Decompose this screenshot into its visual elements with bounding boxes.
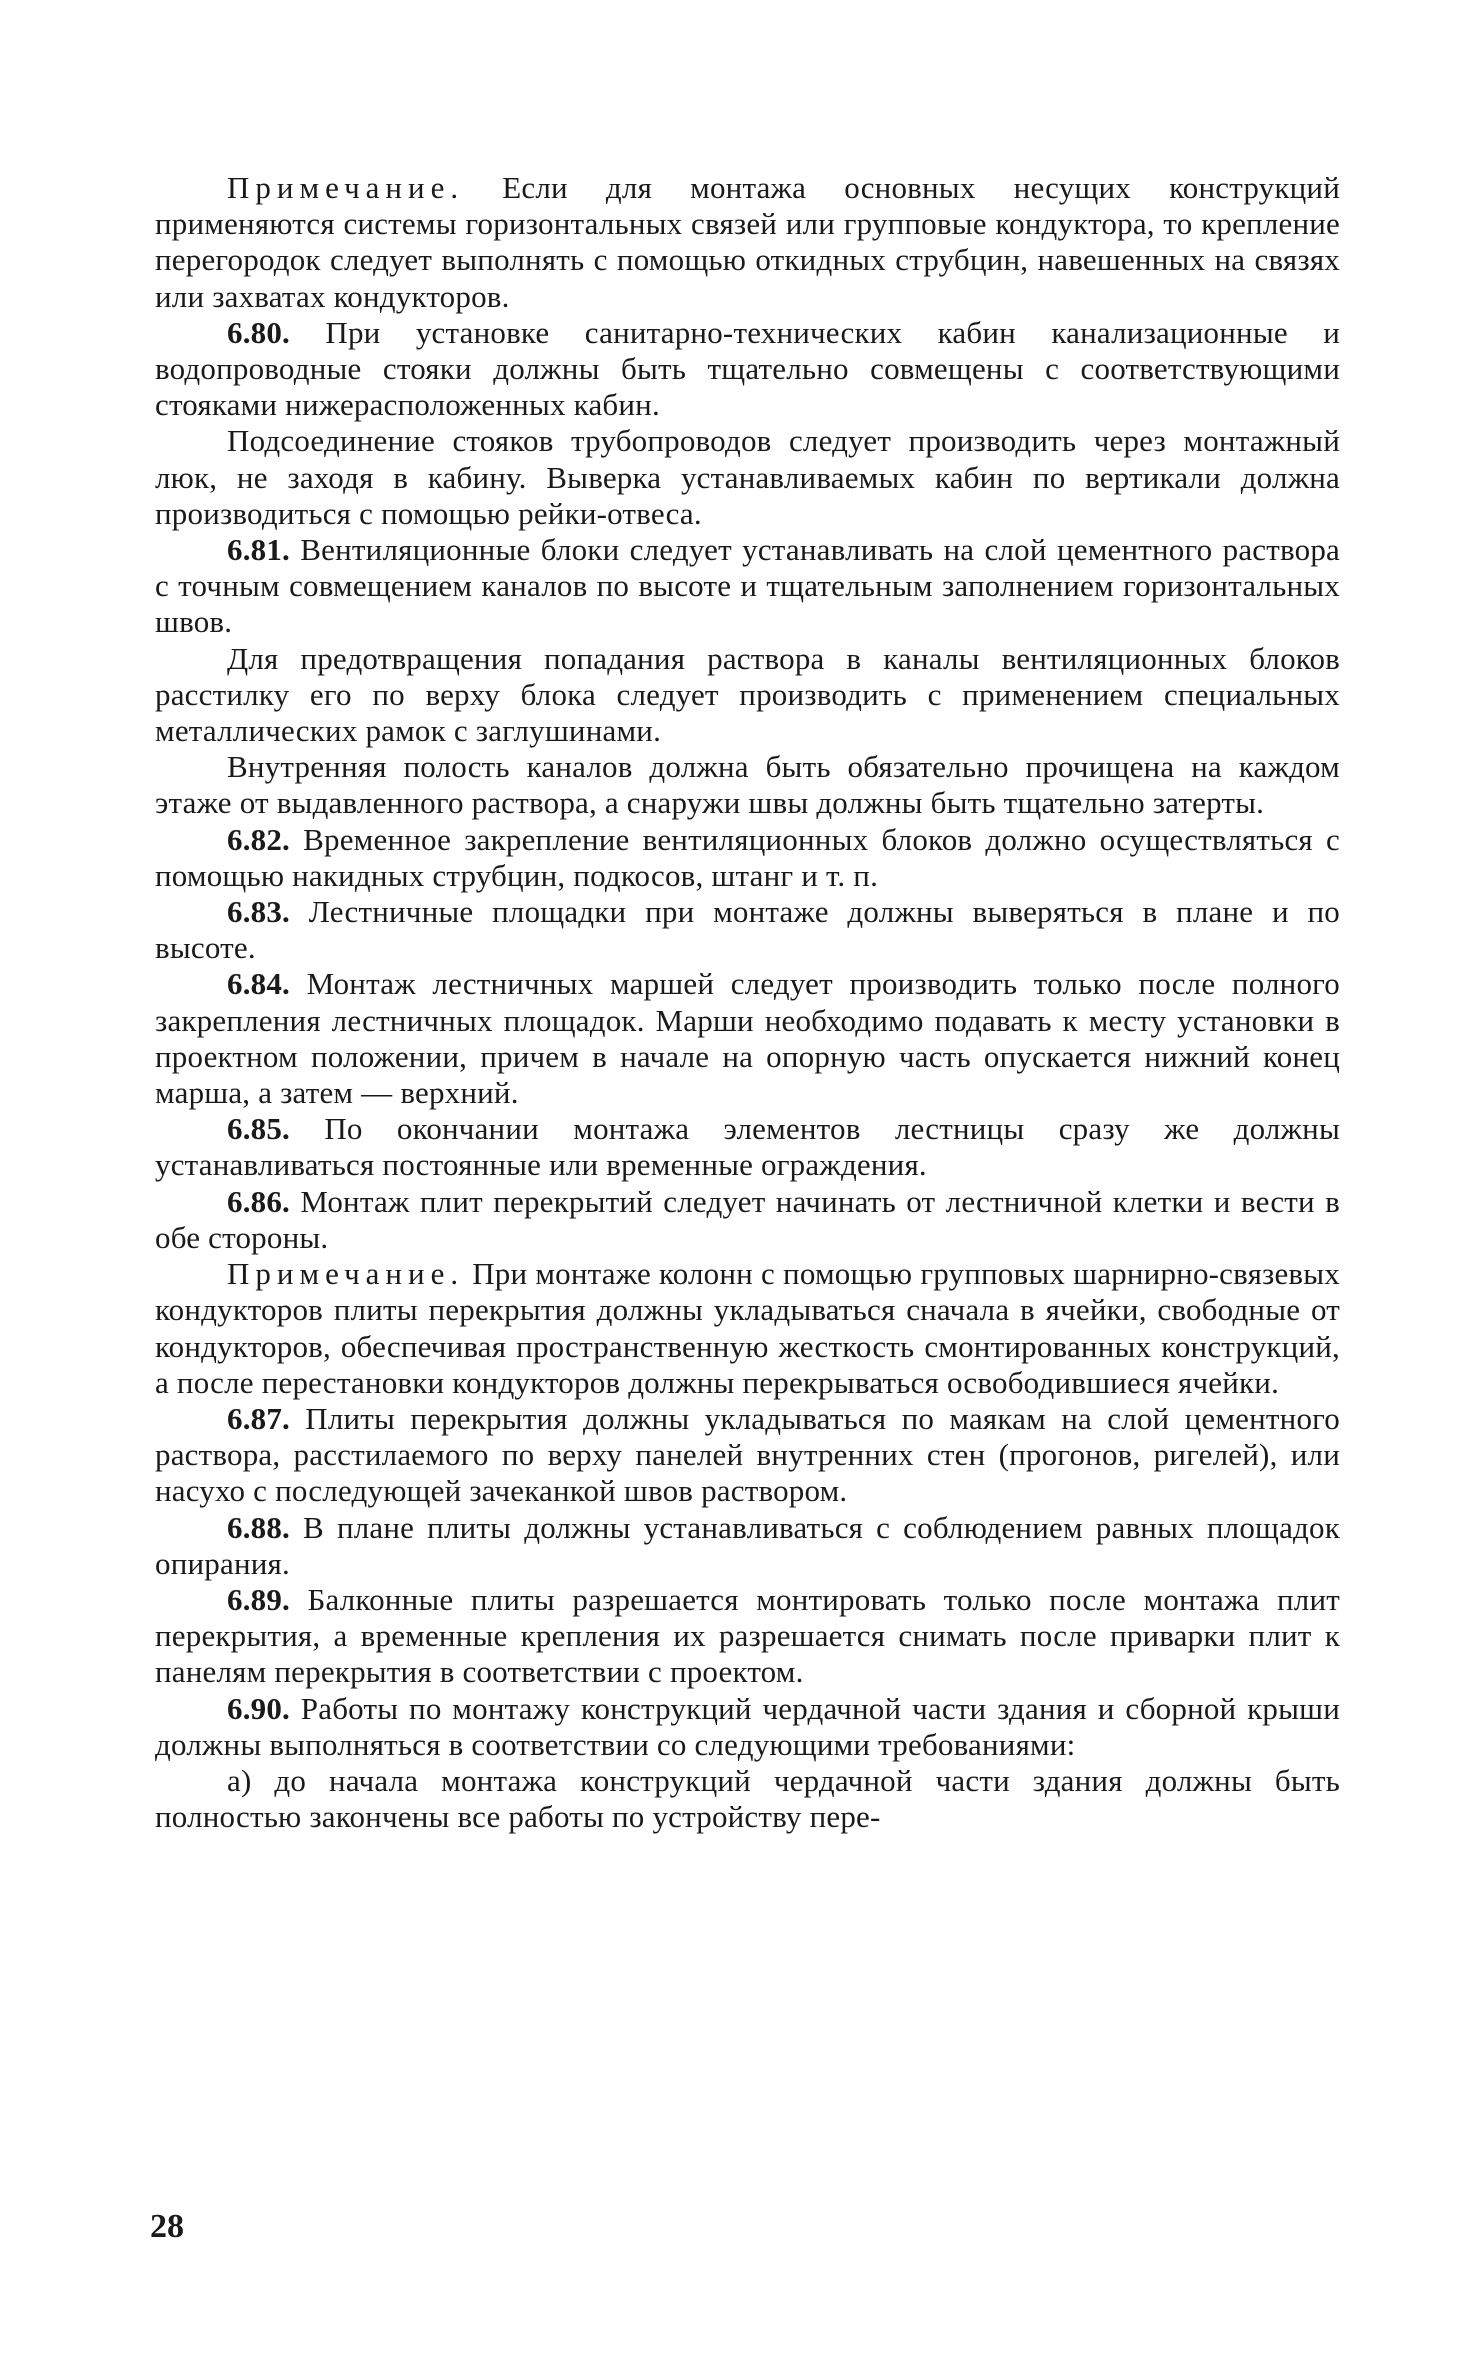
paragraph-text: По окончании монтажа элементов лестницы сразу же должны устанавливаться постоянные или временные ограждения. <box>155 1111 1340 1183</box>
body-text <box>155 170 1340 1835</box>
paragraph-text: Если для монтажа основных несущих конструкций применяются системы горизонтальных связей или групповые кондуктора, то крепление перегородок следует выполнять с помощью откидных струбцин, навешенных на связях или захватах кондукторов. <box>155 170 1340 314</box>
paragraph-6-81 <box>155 532 1340 641</box>
paragraph-text: а) до начала монтажа конструкций чердачной части здания должны быть полностью закончены все работы по устройству пере- <box>155 1762 1340 1835</box>
clause-number: 6.90. <box>227 1690 290 1726</box>
clause-number: 6.81. <box>227 532 290 568</box>
clause-number: 6.82. <box>227 821 290 857</box>
clause-number: 6.89. <box>227 1581 290 1617</box>
paragraph-text: Работы по монтажу конструкций чердачной части здания и сборной крыши должны выполняться в соответствии со следующими требованиями: <box>155 1690 1340 1762</box>
note-label: Примечание. <box>227 170 465 205</box>
paragraph-6-89 <box>155 1582 1340 1691</box>
paragraph-text: Монтаж плит перекрытий следует начинать от лестничной клетки и вести в обе стороны. <box>155 1183 1340 1255</box>
paragraph-6-81-cont-2 <box>155 749 1340 821</box>
clause-number: 6.83. <box>227 894 290 930</box>
paragraph-text: Внутренняя полость каналов должна быть обязательно прочищена на каждом этаже от выдавленного раствора, а снаружи швы должны быть тщательно затерты. <box>155 749 1340 821</box>
clause-number: 6.88. <box>227 1509 290 1545</box>
paragraph-text: Временное закрепление вентиляционных блоков должно осуществляться с помощью накидных струбцин, подкосов, штанг и т. п. <box>155 821 1340 893</box>
paragraph-6-88 <box>155 1510 1340 1582</box>
paragraph-6-82 <box>155 822 1340 894</box>
clause-number: 6.85. <box>227 1111 290 1147</box>
note-label: Примечание. <box>227 1256 465 1292</box>
paragraph-text: При установке санитарно-технических кабин канализационные и водопроводные стояки должны быть тщательно совмещены с соответствующими стояками нижерасположенных кабин. <box>155 314 1340 423</box>
paragraph-6-80-cont <box>155 423 1340 532</box>
paragraph-text: Для предотвращения попадания раствора в каналы вентиляционных блоков расстилку его по верху блока следует производить с применением специальных металлических рамок с заглушинами. <box>155 640 1340 749</box>
paragraph-text: Лестничные площадки при монтаже должны выверяться в плане и по высоте. <box>155 894 1340 966</box>
paragraph-text: При монтаже колонн с помощью групповых шарнирно-связевых кондукторов плиты перекрытия должны укладываться сначала в ячейки, свободные от кондукторов, обеспечивая пространственную жесткость смонтированных конструкций, а после перестановки кондукторов должны перекрываться освободившиеся ячейки. <box>155 1256 1340 1400</box>
clause-number: 6.87. <box>227 1400 290 1436</box>
paragraph-text: В плане плиты должны устанавливаться с соблюдением равных площадок опирания. <box>155 1509 1340 1581</box>
paragraph-6-81-cont-1 <box>155 641 1340 750</box>
paragraph-6-80 <box>155 315 1340 424</box>
paragraph-text: Балконные плиты разрешается монтировать только после монтажа плит перекрытия, а временные крепления их разрешается снимать после приварки плит к панелям перекрытия в соответствии с проектом. <box>155 1581 1340 1690</box>
paragraph-6-90 <box>155 1691 1340 1763</box>
paragraph-note-2 <box>155 1256 1340 1401</box>
paragraph-6-85 <box>155 1111 1340 1183</box>
paragraph-text: Плиты перекрытия должны укладываться по маякам на слой цементного раствора, расстилаемого по верху панелей внутренних стен (прогонов, ригелей), или насухо с последующей зачеканкой швов раствором. <box>155 1400 1340 1509</box>
paragraph-6-83 <box>155 894 1340 966</box>
paragraph-6-86 <box>155 1184 1340 1256</box>
page-number: 28 <box>150 2208 184 2245</box>
clause-number: 6.80. <box>227 314 290 350</box>
clause-number: 6.86. <box>227 1183 290 1219</box>
paragraph-note-1 <box>155 170 1340 315</box>
paragraph-text: Подсоединение стояков трубопроводов следует производить через монтажный люк, не заходя в кабину. Выверка устанавливаемых кабин по вертикали должна производиться с помощью рейки-отвеса. <box>155 423 1340 531</box>
paragraph-6-84 <box>155 966 1340 1111</box>
paragraph-text: Вентиляционные блоки следует устанавливать на слой цементного раствора с точным совмещением каналов по высоте и тщательным заполнением горизонтальных швов. <box>155 532 1340 640</box>
paragraph-6-87 <box>155 1401 1340 1510</box>
paragraph-text: Монтаж лестничных маршей следует производить только после полного закрепления лестничных площадок. Марши необходимо подавать к месту установки в проектном положении, причем в начале на опорную часть опускается нижний конец марша, а затем — верхний. <box>155 966 1340 1111</box>
paragraph-6-90-a <box>155 1763 1340 1835</box>
clause-number: 6.84. <box>227 966 290 1002</box>
